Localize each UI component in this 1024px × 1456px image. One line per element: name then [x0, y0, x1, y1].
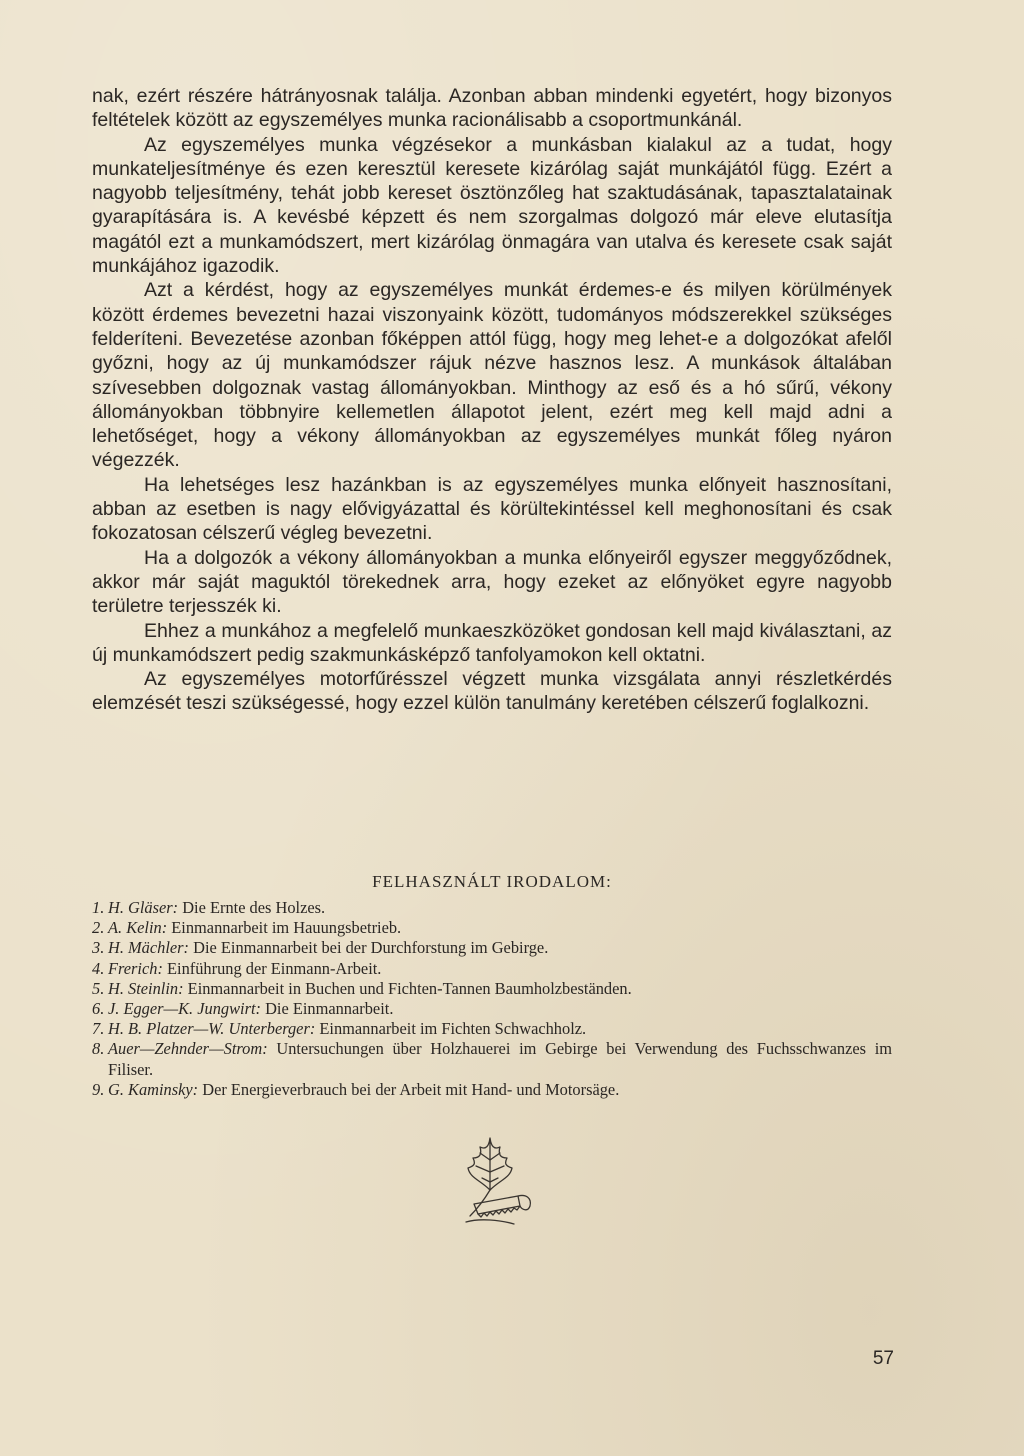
paragraph-3: Azt a kérdést, hogy az egyszemélyes munkát érdemes-e és milyen körülmények között érdemes bevezetni hazai viszonyaink között, tudományos módszerekkel szükséges felderíteni. Bevezetése azonban főképpen attól függ, hogy meg lehet-e a dolgozókat afelől győzni, hogy az új munkamódszer rájuk nézve hasznos lesz. A munkások általában szívesebben dolgoznak vastag állományokban. Minthogy az eső és a hó sűrű, vékony állományokban többnyire kellemetlen állapotot jelent, ezért meg kell majd adni a lehetőséget, hogy a vékony állományokban az egyszemélyes munkát főleg nyáron végezzék. [92, 279, 892, 472]
reference-author: J. Egger—K. Jungwirt: [108, 999, 261, 1019]
reference-entry [108, 1019, 892, 1039]
reference-title: Einmannarbeit im Hauungsbetrieb. [167, 918, 402, 938]
reference-item [92, 1019, 892, 1039]
reference-author: A. Kelin: [108, 918, 168, 938]
reference-title: Einführung der Einmann-Arbeit. [162, 958, 382, 978]
body-text [92, 84, 892, 716]
reference-author: G. Kaminsky: [108, 1079, 199, 1099]
paragraph-4: Ha lehetséges lesz hazánkban is az egyszemélyes munka előnyeit hasznosítani, abban az esetben is nagy elővigyázattal és körültekintéssel kell meghonosítani és csak fokozatosan célszerű végleg bevezetni. [92, 473, 892, 545]
paragraph-5: Ha a dolgozók a vékony állományokban a munka előnyeiről egyszer meggyőződnek, akkor már saját maguktól törekednek arra, hogy ezeket az előnyöket egyre nagyobb területre terjesszék ki. [92, 546, 892, 618]
page-number: 57 [872, 1348, 894, 1369]
reference-entry [108, 938, 892, 958]
reference-item [92, 898, 892, 918]
paragraph-2: Az egyszemélyes munka végzésekor a munkásban kialakul az a tudat, hogy munkateljesítménye és ezen keresztül keresete kizárólag saját munkájától függ. Ezért a nagyobb teljesítmény, tehát jobb kereset ösztönzőleg hat szaktudásának, tapasztalatainak gyarapítására is. A kevésbé képzett és nem szorgalmas dolgozó már eleve elutasítja magától ezt a munkamódszert, mert kizárólag önmagára van utalva és keresete csak saját munkájához igazodik. [92, 133, 892, 278]
reference-author: H. B. Platzer—W. Unterberger: [108, 1019, 316, 1039]
reference-number: 4. [92, 958, 105, 978]
reference-entry [108, 959, 892, 979]
reference-number: 9. [92, 1079, 105, 1099]
reference-entry [108, 918, 892, 938]
paragraph-1: nak, ezért részére hátrányosnak találja. Azonban abban mindenki egyetért, hogy bizonyos feltételek között az egyszemélyes munka racionálisabb a csoportmunkánál. [92, 85, 892, 132]
reference-title: Der Energieverbrauch bei der Arbeit mit Hand- und Motorsäge. [198, 1079, 620, 1099]
reference-author: H. Mächler: [108, 938, 190, 958]
reference-number: 7. [92, 1019, 105, 1039]
leaf-and-saw-emblem-icon [440, 1120, 540, 1230]
reference-number: 1. [92, 898, 105, 917]
references-list [92, 898, 892, 1100]
reference-author: H. Gläser: [108, 898, 179, 917]
reference-number: 6. [92, 999, 105, 1019]
reference-item [92, 918, 892, 938]
reference-author: Auer—Zehnder—Strom: [108, 1039, 268, 1059]
paragraph-6: Ehhez a munkához a megfelelő munkaeszközöket gondosan kell majd kiválasztani, az új munkamódszert pedig szakmunkásképző tanfolyamokon kell oktatni. [92, 619, 892, 666]
reference-item [92, 999, 892, 1019]
reference-entry [108, 898, 892, 918]
reference-number: 8. [92, 1039, 105, 1059]
reference-number: 5. [92, 978, 105, 998]
paragraph-7: Az egyszemélyes motorfűrésszel végzett munka vizsgálata annyi részletkérdés elemzését teszi szükségessé, hogy ezzel külön tanulmány keretében célszerű foglalkozni. [92, 668, 892, 715]
reference-number: 3. [92, 938, 105, 958]
reference-title: Die Ernte des Holzes. [178, 898, 326, 917]
reference-item [92, 1039, 892, 1079]
reference-entry [108, 1080, 892, 1100]
reference-item [92, 938, 892, 958]
references-title: FELHASZNÁLT IRODALOM: [372, 872, 612, 891]
reference-entry [108, 1039, 892, 1079]
reference-item [92, 979, 892, 999]
reference-entry [108, 999, 892, 1019]
reference-item [92, 1080, 892, 1100]
reference-author: Frerich: [108, 958, 163, 978]
reference-author: H. Steinlin: [108, 978, 184, 998]
reference-item [92, 959, 892, 979]
reference-title: Einmannarbeit in Buchen und Fichten-Tannen Baumholzbeständen. [183, 978, 632, 998]
reference-title: Die Einmannarbeit. [260, 999, 394, 1019]
reference-entry [108, 979, 892, 999]
reference-number: 2. [92, 918, 105, 938]
reference-title: Die Einmannarbeit bei der Durchforstung im Gebirge. [189, 938, 549, 958]
reference-title: Untersuchungen über Holzhauerei im Gebirge bei Verwendung des Fuchsschwanzes im Filiser. [108, 1039, 892, 1079]
reference-title: Einmannarbeit im Fichten Schwachholz. [315, 1019, 587, 1039]
